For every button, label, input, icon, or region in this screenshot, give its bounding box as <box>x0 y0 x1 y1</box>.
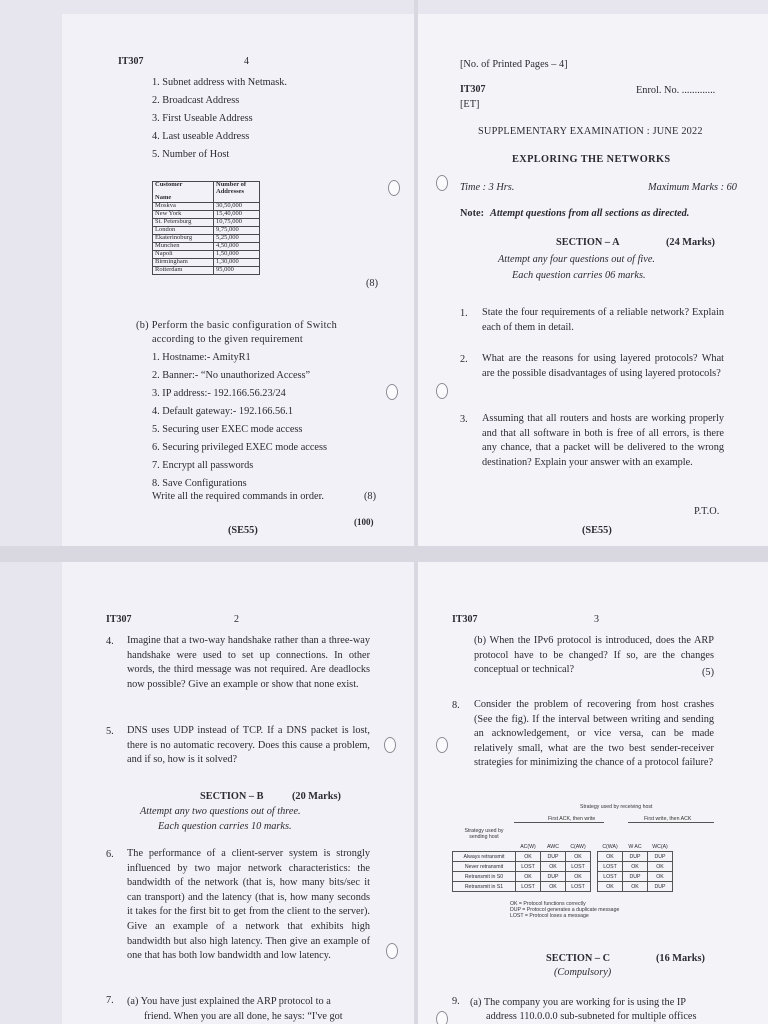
list-item: 5. Number of Host <box>152 149 230 161</box>
figure-row-header: Strategy used by sending host <box>464 828 504 840</box>
binder-hole <box>386 384 398 400</box>
list-item: 4. Default gateway:- 192.166.56.1 <box>152 406 293 418</box>
customer-name-cell: Ekaterinoburg <box>153 235 214 243</box>
question-text: Consider the problem of recovering from host crashes (See the fig). If the interval between writing and sending an acknowledgement, or vice versa, can be made relatively small, what are the two best sender-receiver strategies for minimizing the chance of a protocol failure? <box>474 699 714 769</box>
section-marks: (20 Marks) <box>292 791 341 802</box>
question-text: (a) The company you are working for is using the IP <box>470 997 686 1008</box>
outcome-cell: DUP <box>623 852 648 862</box>
list-item: 5. Securing user EXEC mode access <box>152 424 303 436</box>
column-header: C(AW) <box>570 843 586 850</box>
customer-name-cell: St. Petersburg <box>153 219 214 227</box>
list-item: 3. First Useable Address <box>152 113 253 125</box>
outcome-cell: LOST <box>566 862 591 872</box>
strategy-row <box>453 852 673 862</box>
address-count-cell: 9,75,000 <box>214 227 260 235</box>
course-code: IT307 <box>118 56 144 67</box>
question-part-b-cont: according to the given requirement <box>152 334 303 345</box>
list-item: 1. Subnet address with Netmask. <box>152 77 287 88</box>
list-item: 7. Encrypt all passwords <box>152 460 254 472</box>
column-header: C(WA) <box>602 843 618 850</box>
outcome-cell: OK <box>648 862 673 872</box>
customer-name-cell: Birmingham <box>153 259 214 267</box>
figure-divider <box>514 822 604 824</box>
address-count-cell: 10,75,000 <box>214 219 260 227</box>
section-heading: SECTION – B <box>200 791 264 802</box>
question-number: 4. <box>106 636 114 647</box>
list-item: 8. Save Configurations <box>152 478 247 490</box>
outcome-cell: LOST <box>516 882 541 892</box>
outcome-cell: OK <box>516 872 541 882</box>
figure-group-label: First ACK, then write <box>548 816 596 822</box>
subject-title: EXPLORING THE NETWORKS <box>512 154 671 165</box>
section-marks: (16 Marks) <box>656 953 705 964</box>
instruction: Write all the required commands in order. <box>152 491 324 502</box>
course-code: IT307 <box>460 84 486 95</box>
question-text: (a) You have just explained the ARP protocol to a <box>127 996 331 1007</box>
outcome-cell: OK <box>566 852 591 862</box>
outcome-cell: LOST <box>598 872 623 882</box>
list-item: 4. Last useable Address <box>152 131 250 143</box>
address-count-cell: 30,50,000 <box>214 203 260 211</box>
outcome-cell: DUP <box>541 872 566 882</box>
spacer-cell <box>591 872 598 882</box>
outcome-cell: OK <box>516 852 541 862</box>
blank-cell <box>453 842 516 852</box>
legend-entry: DUP = Protocol generates a duplicate message <box>510 906 620 913</box>
strategy-label: Never retransmit <box>453 862 516 872</box>
legend-entry: LOST = Protocol loses a message <box>510 912 589 919</box>
outcome-cell: LOST <box>516 862 541 872</box>
spacer-cell <box>591 852 598 862</box>
spacer-cell <box>591 862 598 872</box>
address-count-cell: 15,40,000 <box>214 211 260 219</box>
customer-name-cell: New York <box>153 211 214 219</box>
marks: (8) <box>364 491 377 502</box>
column-header: WC(A) <box>652 843 668 850</box>
question-text: DNS uses UDP instead of TCP. If a DNS packet is lost, there is no automatic recovery. Does this cause a problem, and if so, how is it solved? <box>127 725 370 766</box>
section-instruction: Attempt any four questions out of five. <box>498 254 656 265</box>
table-header: Number of Addresses <box>214 182 260 203</box>
question-text: Assuming that all routers and hosts are working properly and that all software in both is free of all errors, is there any chance, that a packet will be delivered to the wrong destination? Explain your answer with an example. <box>482 413 724 468</box>
outcome-cell: OK <box>598 852 623 862</box>
question-text: What are the reasons for using layered protocols? What are the possible disadvantages of using layered protocols? <box>482 353 724 379</box>
column-header: W AC <box>628 843 642 850</box>
marks: (5) <box>702 667 715 678</box>
binder-hole <box>436 737 448 753</box>
course-code: IT307 <box>106 614 132 625</box>
section-instruction: Each question carries 06 marks. <box>512 270 646 281</box>
address-count-cell: 1,30,000 <box>214 259 260 267</box>
customer-address-table <box>152 181 260 275</box>
customer-name-cell: London <box>153 227 214 235</box>
section-instruction: (Compulsory) <box>554 967 612 978</box>
question-number: 9. <box>452 996 460 1007</box>
outcome-cell: OK <box>598 882 623 892</box>
question-number: 3. <box>460 414 468 425</box>
exam-title: SUPPLEMENTARY EXAMINATION : JUNE 2022 <box>478 126 703 137</box>
outcome-cell: OK <box>566 872 591 882</box>
gutter-horizontal <box>0 546 768 562</box>
strategy-label: Always retransmit <box>453 852 516 862</box>
question-number: 8. <box>452 700 460 711</box>
max-marks: Maximum Marks : 60 <box>648 182 737 193</box>
paper-code: (SE55) <box>582 525 612 536</box>
question-part-b: (b) Perform the basic configuration of Switch <box>136 320 338 331</box>
outcome-cell: DUP <box>648 882 673 892</box>
exam-page-3 <box>418 562 768 1024</box>
note-label: Note: <box>460 208 485 219</box>
question-number: 2. <box>460 354 468 365</box>
outcome-cell: OK <box>648 872 673 882</box>
binder-hole <box>386 943 398 959</box>
outcome-cell: LOST <box>566 882 591 892</box>
spacer-cell <box>591 882 598 892</box>
column-header: AC(W) <box>520 843 536 850</box>
question-number: 6. <box>106 849 114 860</box>
strategy-label: Retransmit in S0 <box>453 872 516 882</box>
printed-pages: [No. of Printed Pages – 4] <box>460 59 568 70</box>
address-count-cell: 95,000 <box>214 267 260 275</box>
spacer-cell <box>591 842 598 852</box>
question-text: The performance of a client-server system is strongly influenced by two major network characteristics: the bandwidth of the network (that is, how many bits/sec it can transport) and the latency (that is, how many seconds it takes for the first bit to get from the client to the server). Give an example of a network that exhibits high bandwidth but also high latency. Then give an example of one that has both low bandwidth and low latency. <box>127 848 370 962</box>
question-text: Imagine that a two-way handshake rather than a three-way handshake were used to set up connections. In other words, the third message was not required. Are deadlocks now possible? Give an example or show that none exist. <box>127 635 370 690</box>
paper-code: (SE55) <box>228 525 258 536</box>
question-number: 1. <box>460 308 468 319</box>
section-heading: SECTION – C <box>546 953 611 964</box>
outcome-cell: OK <box>541 882 566 892</box>
question-text: friend. When you are all done, he says: “I've got <box>144 1011 343 1022</box>
section-heading: SECTION – A <box>556 237 620 248</box>
question-number: 5. <box>106 726 114 737</box>
legend-entry: OK = Protocol functions correctly <box>510 901 586 907</box>
note-text: Attempt questions from all sections as directed. <box>490 208 690 219</box>
customer-name-cell: Napoli <box>153 251 214 259</box>
list-item: 2. Banner:- “No unauthorized Access” <box>152 370 311 382</box>
address-count-cell: 1,50,000 <box>214 251 260 259</box>
binder-hole <box>436 383 448 399</box>
strategy-row <box>453 872 673 882</box>
binder-hole <box>388 180 400 196</box>
customer-name-cell: Moskva <box>153 203 214 211</box>
subnet-task-list <box>152 74 287 164</box>
question-number: 7. <box>106 995 114 1006</box>
figure-title: Strategy used by receiving host <box>580 804 653 810</box>
figure-group-label: First write, then ACK <box>644 816 692 822</box>
switch-config-list <box>152 349 327 493</box>
figure-divider <box>628 822 714 824</box>
section-instruction: Each question carries 10 marks. <box>158 821 292 832</box>
outcome-cell: OK <box>623 862 648 872</box>
list-item: 2. Broadcast Address <box>152 95 240 107</box>
address-count-cell: 4,50,000 <box>214 243 260 251</box>
marks: (8) <box>366 278 379 289</box>
total-count: (100) <box>354 517 374 527</box>
exam-page-4 <box>62 14 414 546</box>
outcome-cell: OK <box>541 862 566 872</box>
course-code: IT307 <box>452 614 478 625</box>
figure-legend <box>510 902 619 920</box>
strategy-label: Retransmit in S1 <box>453 882 516 892</box>
customer-name-cell: Munchen <box>153 243 214 251</box>
strategy-row <box>453 862 673 872</box>
question-text: address 110.0.0.0 sub-subneted for multiple offices <box>486 1011 697 1022</box>
question-text: State the four requirements of a reliable network? Explain each of them in detail. <box>482 307 724 333</box>
et-tag: [ET] <box>460 99 480 110</box>
outcome-cell: DUP <box>541 852 566 862</box>
outcome-cell: DUP <box>623 872 648 882</box>
section-instruction: Attempt any two questions out of three. <box>140 806 301 817</box>
question-text: (b) When the IPv6 protocol is introduced, does the ARP protocol have to be changed? If so, are the changes conceptual or technical? <box>474 635 714 676</box>
section-marks: (24 Marks) <box>666 237 715 248</box>
outcome-cell: DUP <box>648 852 673 862</box>
binder-hole <box>436 1011 448 1024</box>
strategy-header-row <box>453 842 673 852</box>
page-number: 4 <box>244 56 249 67</box>
exam-time: Time : 3 Hrs. <box>460 182 515 193</box>
outcome-cell: OK <box>623 882 648 892</box>
page-number: 2 <box>234 614 239 625</box>
address-count-cell: 5,25,000 <box>214 235 260 243</box>
outcome-cell: LOST <box>598 862 623 872</box>
column-header: AWC <box>547 843 559 850</box>
exam-page-2 <box>62 562 414 1024</box>
table-header: Customer Name <box>153 182 214 203</box>
list-item: 6. Securing privileged EXEC mode access <box>152 442 327 454</box>
customer-name-cell: Rotterdam <box>153 267 214 275</box>
list-item: 1. Hostname:- AmityR1 <box>152 352 251 363</box>
list-item: 3. IP address:- 192.166.56.23/24 <box>152 388 286 400</box>
strategy-row <box>453 882 673 892</box>
exam-page-1 <box>418 14 768 546</box>
strategy-table <box>452 842 673 892</box>
page-number: 3 <box>594 614 599 625</box>
binder-hole <box>384 737 396 753</box>
table-row <box>153 267 260 275</box>
enrolment-number: Enrol. No. ............. <box>636 85 716 96</box>
binder-hole <box>436 175 448 191</box>
please-turn-over: P.T.O. <box>694 506 720 517</box>
